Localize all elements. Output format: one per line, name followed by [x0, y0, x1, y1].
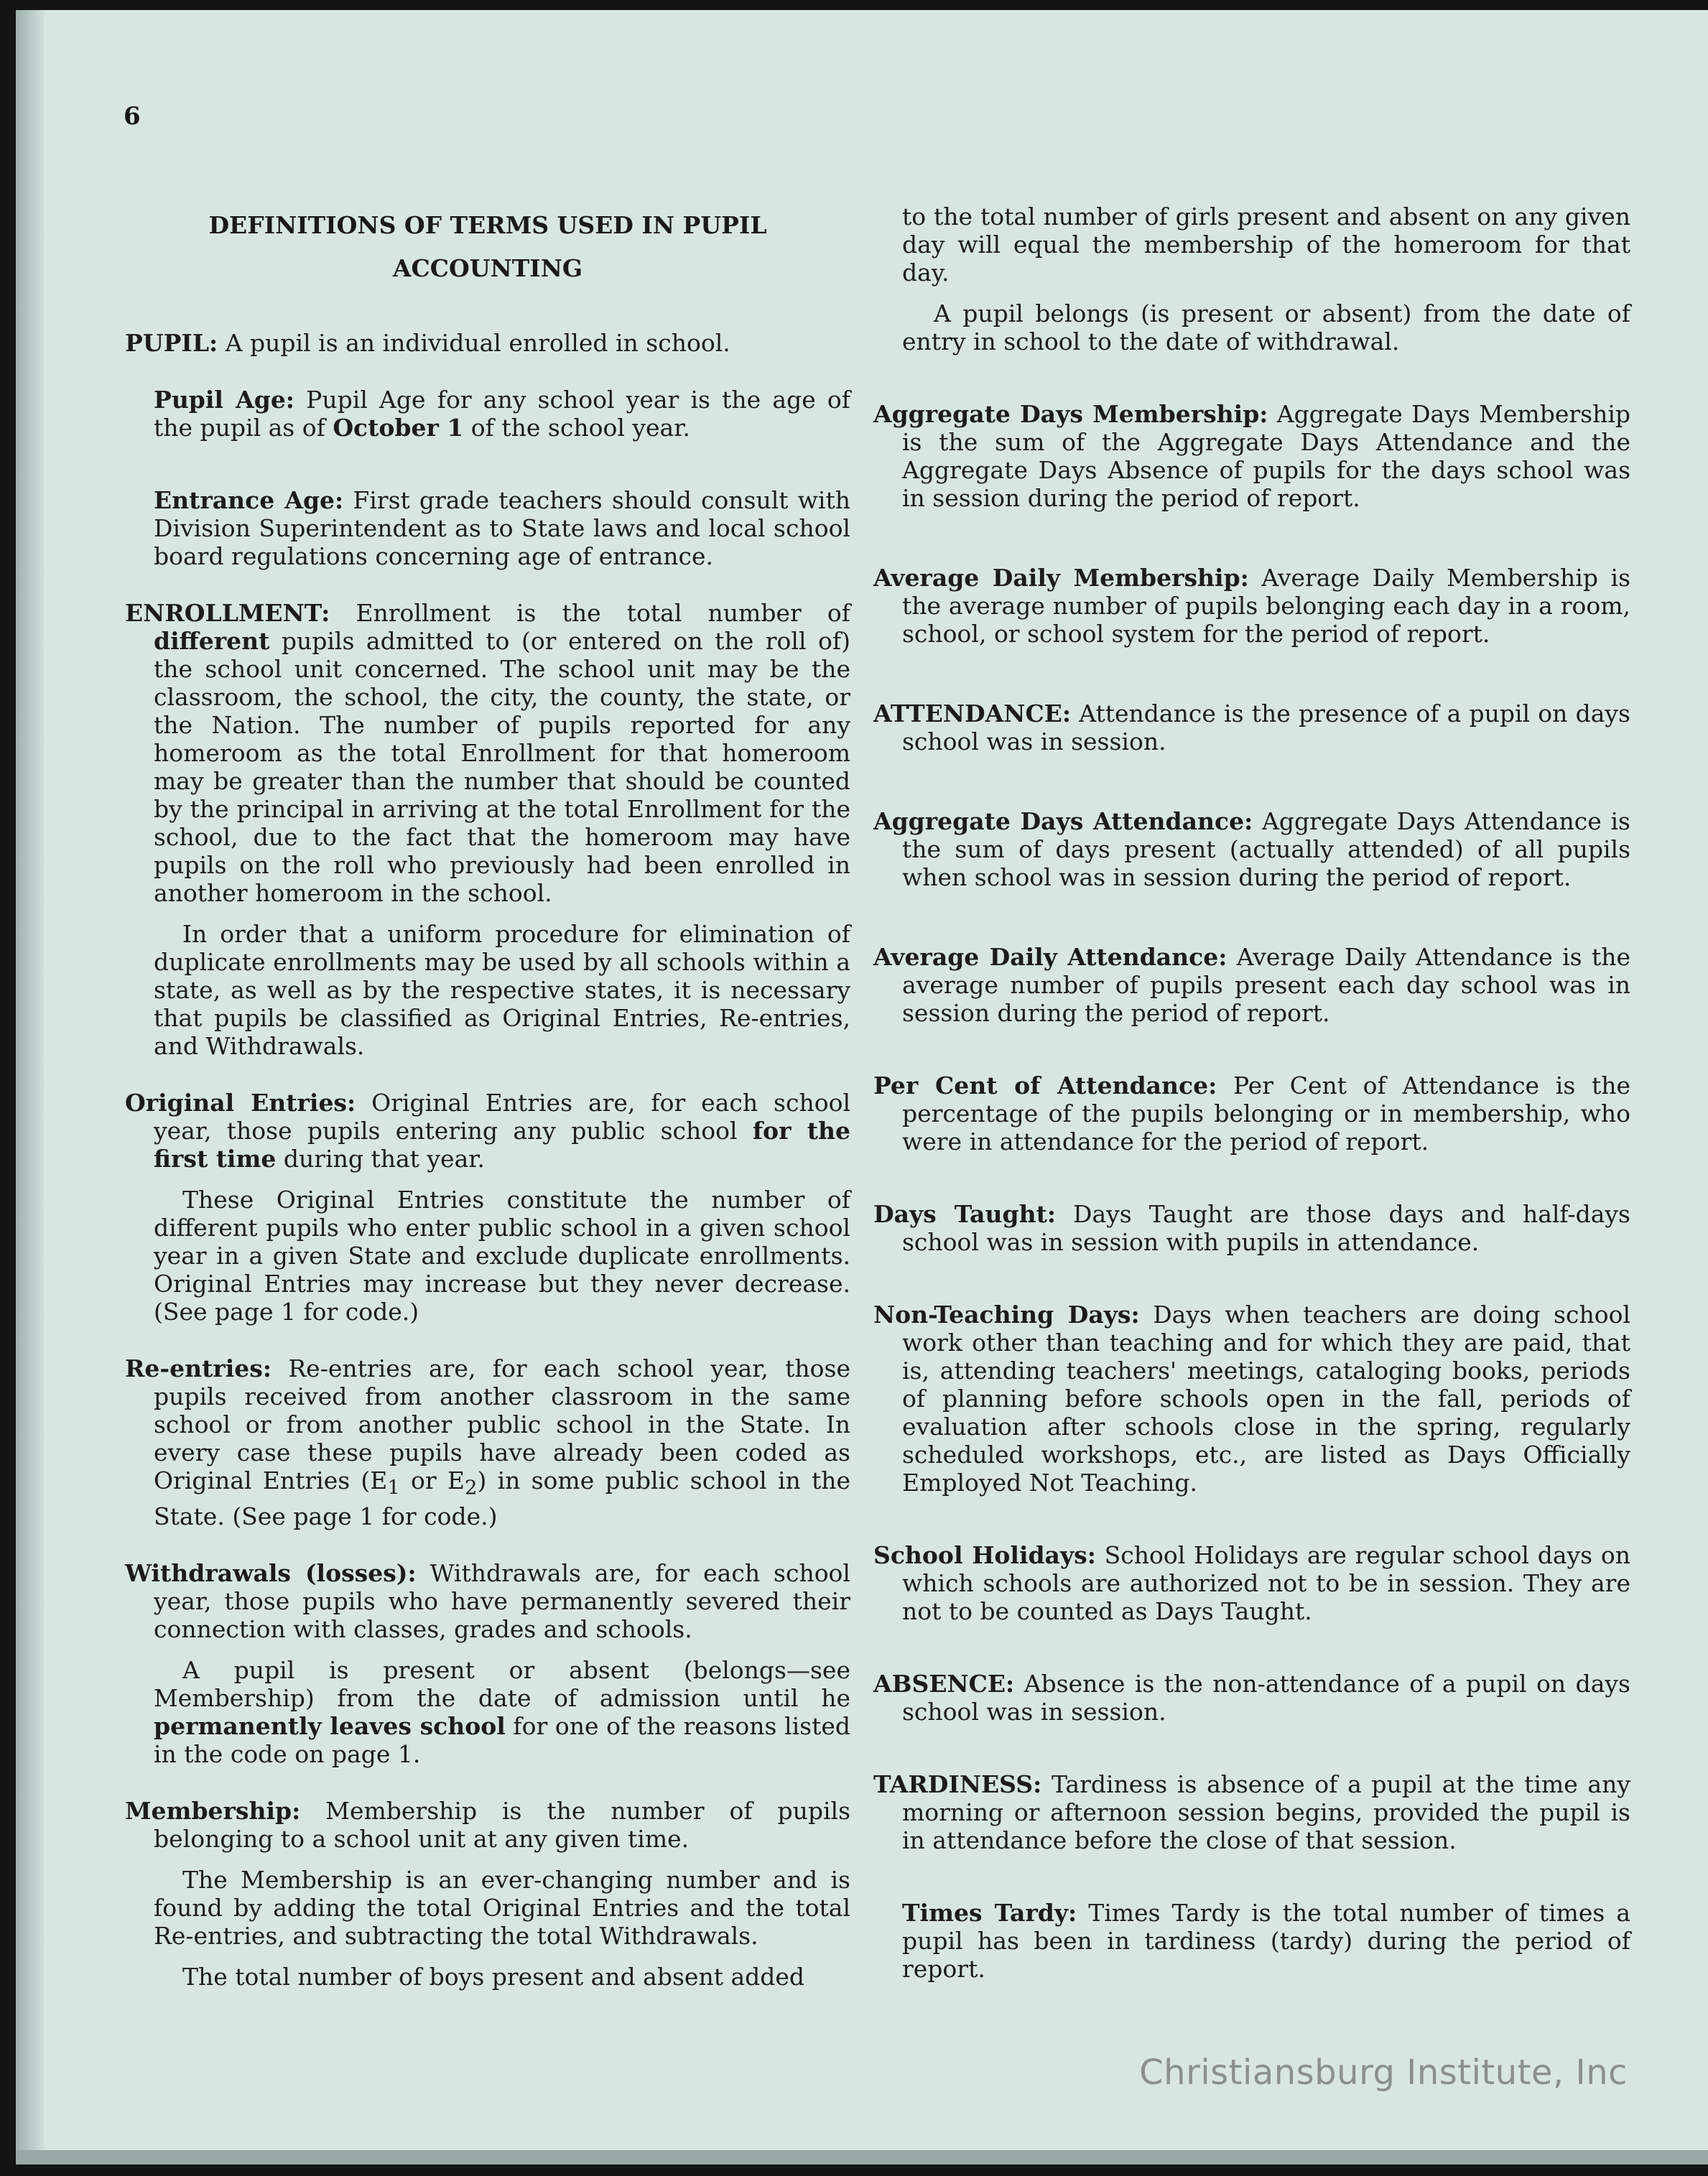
- definition-per-cent-of-attendance: [873, 1071, 1630, 1156]
- binding-edge: [16, 10, 45, 2165]
- definition-text: Aggregate Days Attendance is the sum of days present (actually attended) of all pupils when school was in session during the period of report.: [902, 807, 1630, 891]
- definition-school-holidays: [873, 1541, 1630, 1625]
- definition-text: or E: [399, 1466, 465, 1494]
- definition-text: Withdrawals are, for each school year, those pupils who have permanently severed their connection with classes, grades and schools.: [154, 1558, 850, 1643]
- paragraph-continued: to the total number of girls present and absent on any given day will equal the membership of the homeroom for that day.: [902, 203, 1630, 287]
- definition-text: Days when teachers are doing school work other than teaching and for which they are paid, that is, attending teachers' meetings, cataloging books, periods of planning before schools open in the fall, periods of evaluation after schools close in the spring, regularly scheduled workshops, etc., are listed as Days Officially Employed Not Teaching.: [902, 1301, 1631, 1497]
- definition-text: First grade teachers should consult with Division Superintendent as to State laws and local school board regulations concerning age of entrance.: [154, 486, 850, 570]
- definition-tardiness: [873, 1770, 1630, 1854]
- term-non-teaching-days: Non-Teaching Days:: [873, 1301, 1140, 1329]
- definition-text: Average Daily Attendance is the average number of pupils present each day school was in session during the period of report.: [902, 943, 1630, 1027]
- paragraph-uniform-procedure: In order that a uniform procedure for elimination of duplicate enrollments may be used by all schools within a state, as well as by the respective states, it is necessary that pupils be classified as Original Entries, Re-entries, and Withdrawals.: [154, 920, 850, 1060]
- definition-withdrawals: [125, 1559, 850, 1643]
- definition-non-teaching-days: [873, 1301, 1630, 1497]
- paragraph-boys-girls: The total number of boys present and absent added: [182, 1962, 805, 1991]
- title-line-1: DEFINITIONS OF TERMS USED IN PUPIL: [208, 211, 767, 239]
- paragraph-text: A pupil is present or absent (belongs—see Membership) from the date of admission until he: [154, 1655, 850, 1712]
- emphasis-text: permanently leaves school: [154, 1711, 506, 1740]
- definition-text: pupils admitted to (or entered on the roll of) the school unit concerned. The school unit may be the classroom, the school, the city, the county, the state, or the Nation. The number of pupils reported for any homeroom as the total Enrollment for that homeroom may be greater than the number that should be counted by the principal in arriving at the total Enrollment for the school, due to the fact that the homeroom may have pupils on the roll who previously had been enrolled in another homeroom in the school.: [154, 627, 850, 907]
- definition-text: Average Daily Membership is the average number of pupils belonging each day in a room, school, or school system for the period of report.: [902, 564, 1630, 648]
- definition-attendance: [873, 699, 1630, 755]
- definition-average-daily-attendance: [873, 943, 1630, 1027]
- definition-text: Original Entries are, for each school year, those pupils entering any public school: [154, 1089, 850, 1145]
- term-tardiness: TARDINESS:: [873, 1770, 1042, 1798]
- term-entrance-age: Entrance Age:: [154, 486, 344, 514]
- definition-text: of the school year.: [463, 414, 690, 442]
- emphasis-text: for the first time: [154, 1117, 850, 1173]
- paragraph-original-entries: These Original Entries constitute the number of different pupils who enter public school in a given school year in a given State and exclude duplicate enrollments. Original Entries may increase but they never decrease. (See page 1 for code.): [154, 1186, 850, 1326]
- emphasis-text: different: [154, 627, 270, 655]
- term-per-cent-of-attendance: Per Cent of Attendance:: [873, 1071, 1217, 1099]
- definition-aggregate-days-membership: [873, 400, 1630, 512]
- term-average-daily-attendance: Average Daily Attendance:: [873, 943, 1227, 971]
- definition-average-daily-membership: [873, 564, 1630, 648]
- term-pupil-age: Pupil Age:: [154, 386, 294, 414]
- paragraph-text: for one of the reasons listed in the code on page 1.: [154, 1711, 850, 1768]
- term-original-entries: Original Entries:: [125, 1089, 356, 1117]
- definition-text: School Holidays are regular school days on which schools are authorized not to be in session. They are not to be counted as Days Taught.: [902, 1541, 1630, 1625]
- watermark: Christiansburg Institute, Inc: [1139, 2052, 1628, 2093]
- definition-absence: [873, 1670, 1630, 1726]
- definition-re-entries: [125, 1354, 850, 1530]
- paragraph-withdrawals: [125, 1656, 850, 1768]
- term-pupil: PUPIL:: [125, 329, 218, 357]
- definition-text: Re-entries are, for each school year, those pupils received from another classroom in the same school or from another public school in the State. In every case these pupils have already been coded as Original Entries (E: [154, 1354, 850, 1494]
- definition-text: Aggregate Days Membership is the sum of the Aggregate Days Attendance and the Aggregate Days Absence of pupils for the days school was in session during the period of report.: [902, 400, 1630, 512]
- term-average-daily-membership: Average Daily Membership:: [873, 564, 1249, 592]
- subscript: 1: [387, 1476, 400, 1500]
- term-aggregate-days-attendance: Aggregate Days Attendance:: [873, 807, 1253, 835]
- definition-times-tardy: [873, 1899, 1630, 1983]
- page-bottom-edge: [16, 2150, 1708, 2165]
- term-absence: ABSENCE:: [873, 1670, 1015, 1698]
- definition-text: Tardiness is absence of a pupil at the time any morning or afternoon session begins, provided the pupil is in attendance before the close of that session.: [902, 1770, 1630, 1854]
- definition-aggregate-days-attendance: [873, 807, 1630, 891]
- definition-text: Enrollment is the total number of: [330, 599, 850, 627]
- definition-enrollment: [125, 599, 850, 907]
- term-attendance: ATTENDANCE:: [873, 699, 1072, 727]
- term-school-holidays: School Holidays:: [873, 1541, 1096, 1569]
- definition-text: Times Tardy is the total number of times a pupil has been in tardiness (tardy) during the period of report.: [902, 1899, 1631, 1983]
- definition-text: Attendance is the presence of a pupil on days school was in session.: [902, 699, 1630, 755]
- definition-text: Per Cent of Attendance is the percentage of the pupils belonging or in membership, who were in attendance for the period of report.: [902, 1071, 1630, 1156]
- term-times-tardy: Times Tardy:: [902, 1899, 1077, 1927]
- definition-text: Days Taught are those days and half-days school was in session with pupils in attendance.: [902, 1200, 1630, 1256]
- document-page: [16, 10, 1708, 2165]
- subscript: 2: [465, 1476, 478, 1500]
- page-title: [125, 204, 850, 290]
- term-withdrawals: Withdrawals (losses):: [125, 1558, 417, 1587]
- term-membership: Membership:: [125, 1796, 301, 1825]
- term-aggregate-days-membership: Aggregate Days Membership:: [873, 400, 1268, 428]
- term-re-entries: Re-entries:: [125, 1354, 272, 1382]
- definition-text: A pupil is an individual enrolled in school.: [218, 329, 730, 357]
- definition-membership: [125, 1797, 850, 1853]
- left-column: [125, 204, 850, 1991]
- definition-text: ) in some public school in the State. (See page 1 for code.): [154, 1466, 851, 1530]
- definition-text: Absence is the non-attendance of a pupil on days school was in session.: [902, 1670, 1630, 1726]
- definition-original-entries: [125, 1089, 850, 1173]
- definition-pupil-age: [125, 386, 850, 442]
- paragraph-pupil-belongs: A pupil belongs (is present or absent) from the date of entry in school to the date of withdrawal.: [902, 299, 1630, 355]
- definition-entrance-age: [125, 486, 850, 570]
- right-column: [873, 203, 1630, 1983]
- definition-pupil: [125, 329, 850, 357]
- term-enrollment: ENROLLMENT:: [125, 599, 330, 627]
- definition-text: during that year.: [276, 1145, 485, 1173]
- term-days-taught: Days Taught:: [873, 1200, 1057, 1228]
- definition-days-taught: [873, 1200, 1630, 1256]
- definition-text: Membership is the number of pupils belonging to a school unit at any given time.: [154, 1796, 850, 1853]
- paragraph-membership: The Membership is an ever-changing number and is found by adding the total Original Entries and the total Re-entries, and subtracting the total Withdrawals.: [154, 1865, 850, 1950]
- emphasis-text: October 1: [333, 414, 464, 442]
- title-line-2: ACCOUNTING: [392, 254, 583, 282]
- page-number: 6: [124, 102, 141, 131]
- definition-text: Pupil Age for any school year is the age of the pupil as of: [154, 386, 850, 442]
